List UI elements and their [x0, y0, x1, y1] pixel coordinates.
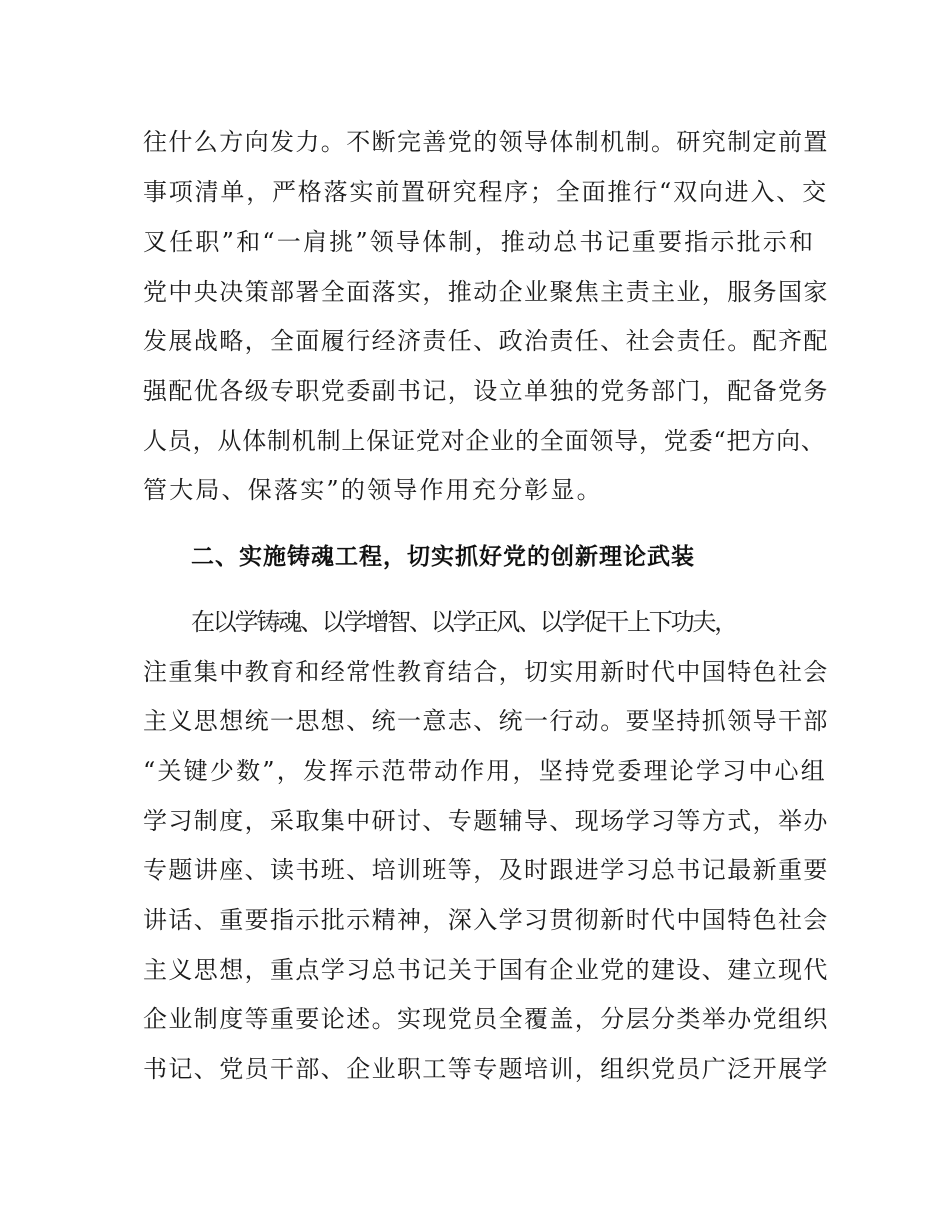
paragraph-2-line-7: 讲话、重要指示批示精神，深入学习贯彻新时代中国特色社会	[143, 906, 829, 934]
paragraph-1-line-6: 强配优各级专职党委副书记，设立单独的党务部门，配备党务	[143, 377, 829, 405]
paragraph-1-line-2: 事项清单，严格落实前置研究程序；全面推行“双向进入、交	[143, 178, 828, 206]
paragraph-2-line-6: 专题讲座、读书班、培训班等，及时跟进学习总书记最新重要	[143, 856, 829, 884]
paragraph-2-line-4: “关键少数”，发挥示范带动作用，坚持党委理论学习中心组	[143, 757, 827, 785]
paragraph-2-line-9: 企业制度等重要论述。实现党员全覆盖，分层分类举办党组织	[143, 1005, 829, 1033]
paragraph-2-line-2: 注重集中教育和经常性教育结合，切实用新时代中国特色社会	[143, 658, 829, 686]
paragraph-2-line-1: 在以学铸魂、以学增智、以学正风、以学促干上下功夫，	[191, 608, 736, 636]
paragraph-1-line-1: 往什么方向发力。不断完善党的领导体制机制。研究制定前置	[143, 128, 829, 156]
paragraph-1-line-4: 党中央决策部署全面落实，推动企业聚焦主责主业，服务国家	[143, 278, 829, 306]
paragraph-2-line-10: 书记、党员干部、企业职工等专题培训，组织党员广泛开展学	[143, 1055, 829, 1083]
paragraph-2-line-3: 主义思想统一思想、统一意志、统一行动。要坚持抓领导干部	[143, 707, 829, 735]
paragraph-1-line-7: 人员，从体制机制上保证党对企业的全面领导，党委“把方向、	[143, 427, 826, 455]
paragraph-2-line-5: 学习制度，采取集中研讨、专题辅导、现场学习等方式，举办	[143, 807, 829, 835]
paragraph-2-line-8: 主义思想，重点学习总书记关于国有企业党的建设、建立现代	[143, 956, 829, 984]
section-heading: 二、实施铸魂工程，切实抓好党的创新理论武装	[191, 544, 695, 570]
paragraph-1-line-3: 叉任职”和“一肩挑”领导体制，推动总书记重要指示批示和	[143, 228, 816, 256]
paragraph-1-line-8: 管大局、保落实”的领导作用充分彰显。	[143, 476, 603, 504]
paragraph-1-line-5: 发展战略，全面履行经济责任、政治责任、社会责任。配齐配	[143, 327, 829, 355]
